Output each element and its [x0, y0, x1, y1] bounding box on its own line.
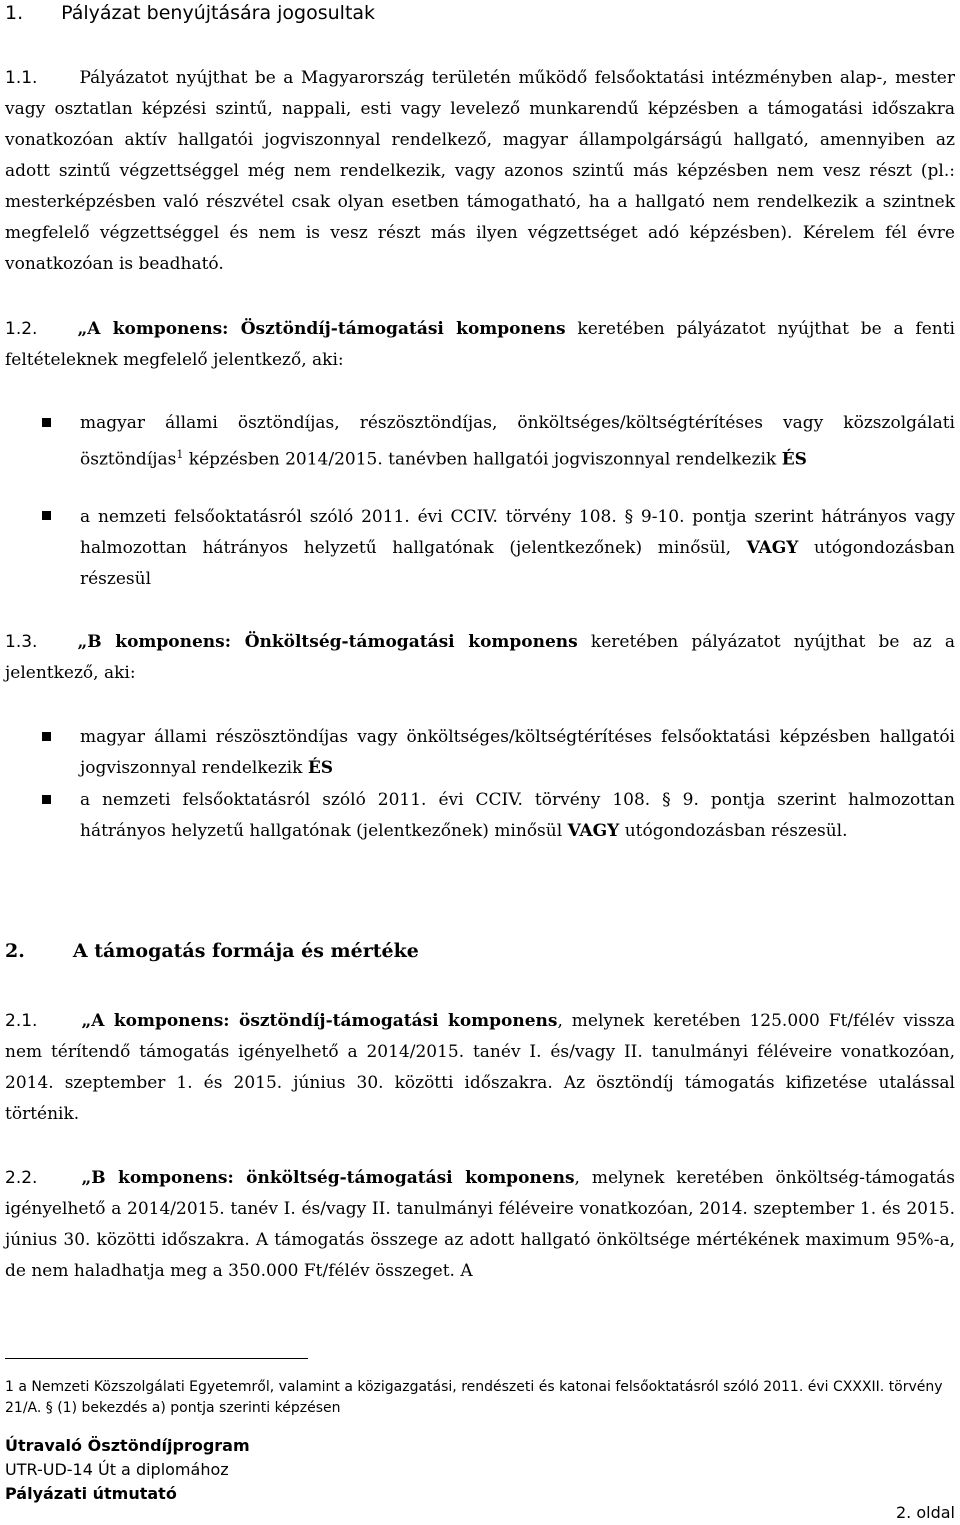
- list-item: a nemzeti felsőoktatásról szóló 2011. évi CCIV. törvény 108. § 9. pontja szerint halmozottan hátrányos helyzetű hallgatónak (jelentkezőnek) minősül VAGY utógondozásban részesül.: [80, 790, 955, 841]
- paragraph-number: 2.2.: [5, 1168, 38, 1188]
- section-2-heading: [5, 937, 419, 965]
- paragraph-text: , melynek keretében 125.000 Ft/félév vissza nem térítendő támogatás igényelhető a 2014/2015. tanév I. és/vagy II. tanulmányi féléveire vonatkozóan, 2014. szeptember 1. és 2015. június 30. közötti időszakra. Az ösztöndíj támogatás kifizetése utalással történik.: [5, 1011, 955, 1124]
- paragraph-number: 2.1.: [5, 1011, 38, 1031]
- list-item: a nemzeti felsőoktatásról szóló 2011. évi CCIV. törvény 108. § 9-10. pontja szerint hátrányos vagy halmozottan hátrányos helyzetű hallgatónak (jelentkezőnek) minősül, VAGY utógondozásban részesül: [80, 507, 955, 589]
- list-item: magyar állami ösztöndíjas, részösztöndíjas, önköltséges/költségtérítéses vagy közszolgálati ösztöndíjas$^1$ képzésben 2014/2015. tanévben hallgatói jogviszonnyal rendelkezik ÉS: [80, 413, 955, 470]
- footnote-separator: [5, 1358, 308, 1359]
- section-1-heading: [5, 0, 375, 26]
- footer-program: Útravaló Ösztöndíjprogram: [5, 1436, 250, 1455]
- paragraph-text: keretében pályázatot nyújthat be a fenti feltételeknek megfelelő jelentkező, aki:: [5, 319, 955, 370]
- paragraph-text: , melynek keretében önköltség-támogatás igényelhető a 2014/2015. tanév I. és/vagy II. tanulmányi féléveire vonatkozóan, 2014. szeptember 1. és 2015. június 30. közötti időszakra. A támogatás összege az adott hallgató önköltsége mértékének maximum 95%-a, de nem haladhatja meg a 350.000 Ft/félév összeget. A: [5, 1168, 955, 1281]
- page-number: 2. oldal: [896, 1503, 955, 1522]
- component-a-title: „A komponens: ösztöndíj-támogatási komponens: [81, 1011, 558, 1031]
- footer-guide: Pályázati útmutató: [5, 1484, 177, 1503]
- section-1-title: Pályázat benyújtására jogosultak: [61, 2, 376, 24]
- bullet-icon: [42, 795, 51, 804]
- component-b-title: „B komponens: önköltség-támogatási komponens: [81, 1168, 575, 1188]
- list-item: magyar állami részösztöndíjas vagy önköltséges/költségtérítéses felsőoktatási képzésben hallgatói jogviszonnyal rendelkezik ÉS: [80, 727, 955, 778]
- paragraph-1-1: [5, 63, 955, 280]
- bullet-icon: [42, 418, 51, 427]
- paragraph-text: keretében pályázatot nyújthat be az a jelentkező, aki:: [5, 632, 955, 683]
- footnote: 1 a Nemzeti Közszolgálati Egyetemről, valamint a közigazgatási, rendészeti és katonai felsőoktatásról szóló 2011. évi CXXXII. törvény 21/A. § (1) bekezdés a) pontja szerinti képzésen: [5, 1379, 943, 1416]
- paragraph-number: 1.3.: [5, 632, 38, 652]
- section-2-number: 2.: [5, 940, 25, 962]
- paragraph-1-3: [5, 627, 955, 689]
- footnote-ref: 1: [176, 448, 184, 461]
- component-b-title: „B komponens: Önköltség-támogatási komponens: [77, 632, 578, 652]
- bullet-icon: [42, 511, 51, 520]
- paragraph-number: 1.1.: [5, 68, 38, 88]
- paragraph-1-2: [5, 314, 955, 376]
- paragraph-2-1: [5, 1006, 955, 1130]
- section-1-number: 1.: [5, 2, 24, 24]
- component-a-title: „A komponens: Ösztöndíj-támogatási komponens: [77, 319, 566, 339]
- paragraph-text: Pályázatot nyújthat be a Magyarország területén működő felsőoktatási intézményben alap-, mester vagy osztatlan képzési szintű, nappali, esti vagy levelező munkarendű képzésben a támogatási időszakra vonatkozóan aktív hallgatói jogviszonnyal rendelkező, magyar állampolgárságú hallgató, amennyiben az adott szintű végzettséggel még nem rendelkezik, vagy azonos szintű más képzésben nem vesz részt (pl.: mesterképzésben való részvétel csak olyan esetben támogatható, ha a hallgató nem rendelkezik a szintnek megfelelő végzettséggel és nem is vesz részt más ilyen végzettséget adó képzésben). Kérelem fél évre vonatkozóan is beadható.: [5, 68, 955, 274]
- section-2-title: A támogatás formája és mértéke: [72, 940, 419, 962]
- bullet-icon: [42, 732, 51, 741]
- paragraph-number: 1.2.: [5, 319, 38, 339]
- paragraph-2-2: [5, 1163, 955, 1287]
- footer-code: UTR-UD-14 Út a diplomához: [5, 1460, 229, 1479]
